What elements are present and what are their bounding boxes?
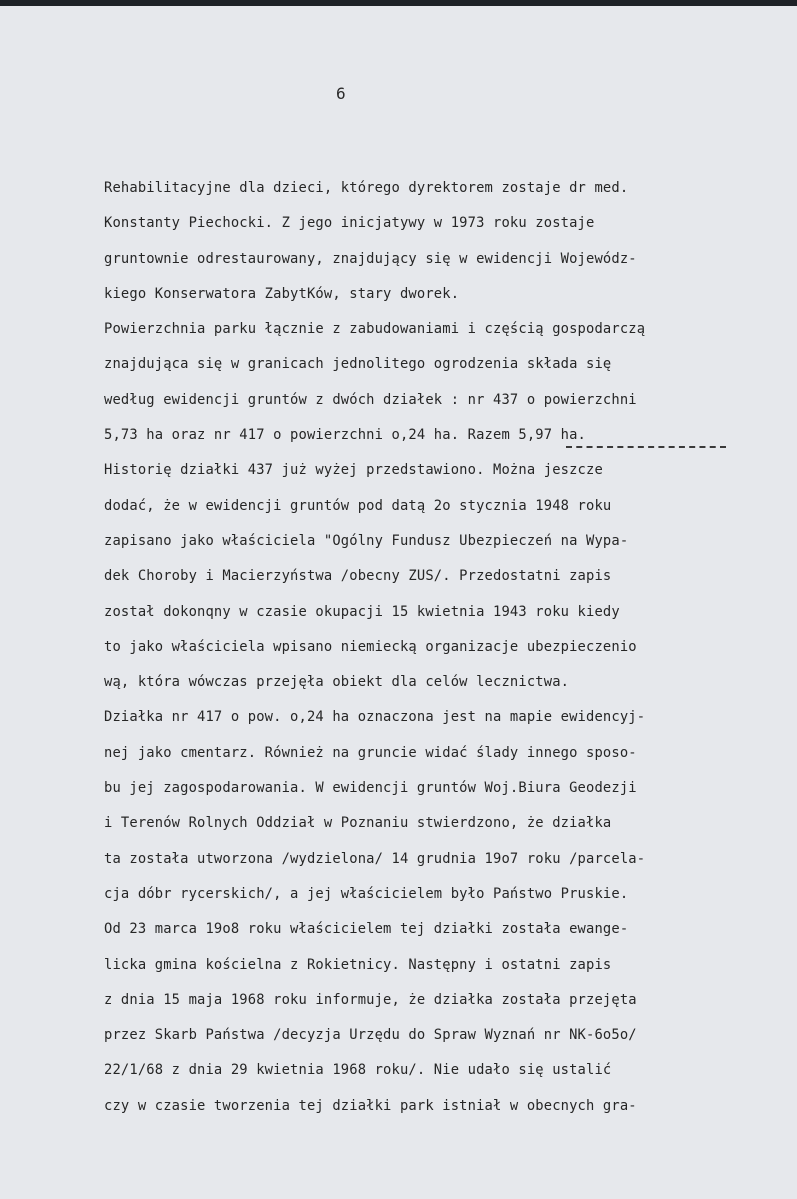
text-line: dek Choroby i Macierzyństwa /obecny ZUS/. Przedostatni zapis <box>104 568 612 585</box>
text-line: został dokonqny w czasie okupacji 15 kwietnia 1943 roku kiedy <box>104 603 620 620</box>
text-line: nej jako cmentarz. Również na gruncie widać ślady innego sposo- <box>104 744 637 761</box>
text-line: Rehabilitacyjne dla dzieci, którego dyrektorem zostaje dr med. <box>104 180 629 196</box>
text-line: bu jej zagospodarowania. W ewidencji gruntów Woj.Biura Geodezji <box>104 780 637 797</box>
text-line: czy w czasie tworzenia tej działki park istniał w obecnych gra- <box>104 1097 637 1114</box>
text-line: gruntownie odrestaurowany, znajdujący się w ewidencji Wojewódz- <box>104 250 637 267</box>
text-line: i Terenów Rolnych Oddział w Poznaniu stwierdzono, że działka <box>104 815 612 832</box>
text-line: Powierzchnia parku łącznie z zabudowaniami i częścią gospodarczą <box>104 321 646 338</box>
text-line: cja dóbr rycerskich/, a jej właścicielem było Państwo Pruskie. <box>104 885 629 902</box>
text-line: znajdująca się w granicach jednolitego ogrodzenia składa się <box>104 356 612 373</box>
text-line: ta została utworzona /wydzielona/ 14 grudnia 19o7 roku /parcela- <box>104 850 646 867</box>
text-line: Od 23 marca 19o8 roku właścicielem tej działki została ewange- <box>104 921 629 938</box>
text-line: 22/1/68 z dnia 29 kwietnia 1968 roku/. Nie udało się ustalić <box>104 1062 612 1079</box>
text-line: zapisano jako właściciela "Ogólny Fundusz Ubezpieczeń na Wypa- <box>104 532 629 549</box>
page-number: 6 <box>336 84 346 103</box>
text-line: Historię działki 437 już wyżej przedstawiono. Można jeszcze <box>104 462 603 479</box>
text-line: kiego Konserwatora ZabytKów, stary dworek. <box>104 285 460 302</box>
text-line: licka gmina kościelna z Rokietnicy. Następny i ostatni zapis <box>104 956 612 973</box>
text-line: Konstanty Piechocki. Z jego inicjatywy w 1973 roku zostaje <box>104 215 595 232</box>
text-line: według ewidencji gruntów z dwóch działek : nr 437 o powierzchni <box>104 391 637 408</box>
text-line: wą, która wówczas przejęła obiekt dla celów lecznictwa. <box>104 674 570 691</box>
text-line: przez Skarb Państwa /decyzja Urzędu do Spraw Wyznań nr NK-6o5o/ <box>104 1027 637 1044</box>
document-page <box>0 6 797 1199</box>
text-line: dodać, że w ewidencji gruntów pod datą 2o stycznia 1948 roku <box>104 497 612 514</box>
body-text <box>104 176 797 1129</box>
text-line: to jako właściciela wpisano niemiecką organizacje ubezpieczenio <box>104 638 637 655</box>
text-line: 5,73 ha oraz nr 417 o powierzchni o,24 ha. Razem 5,97 ha. <box>104 427 587 444</box>
text-line: z dnia 15 maja 1968 roku informuje, że działka została przejęta <box>104 991 637 1008</box>
text-line: Działka nr 417 o pow. o,24 ha oznaczona jest na mapie ewidencyj- <box>104 709 646 726</box>
total-underline <box>566 446 726 448</box>
